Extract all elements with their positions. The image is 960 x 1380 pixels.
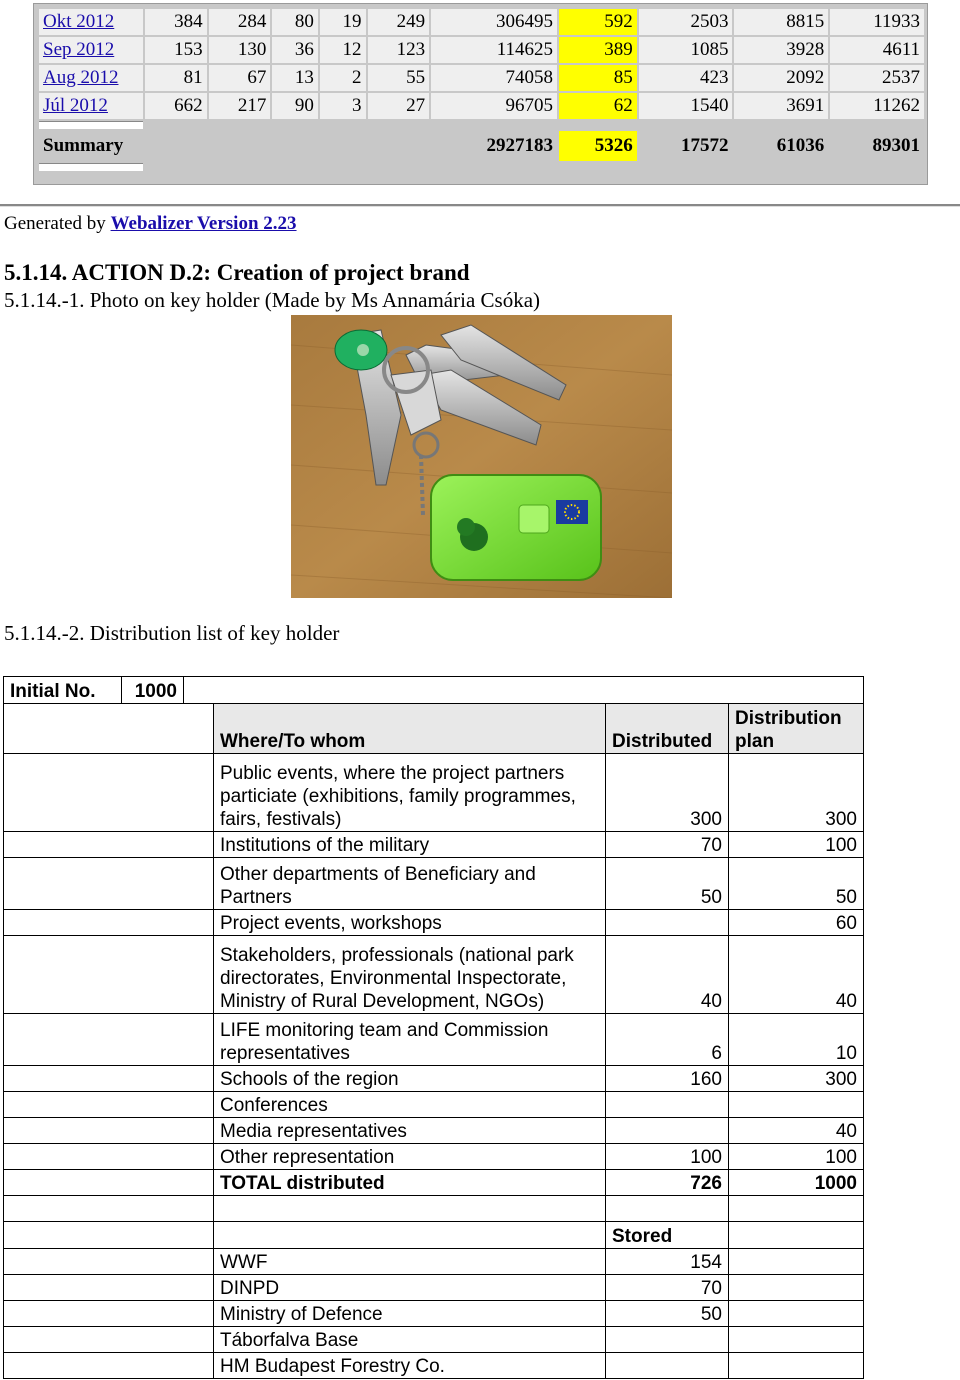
webalizer-cell: 1085	[639, 37, 733, 63]
webalizer-cell: 13	[272, 65, 318, 91]
summary-cell: 89301	[830, 131, 924, 161]
stored-value: 154	[606, 1249, 729, 1275]
webalizer-cell: 114625	[431, 37, 557, 63]
blank-cell	[729, 1222, 864, 1249]
distribution-caption: 5.1.14.-2. Distribution list of key holder	[4, 621, 340, 645]
row-plan: 60	[729, 910, 864, 936]
row-label: Institutions of the military	[214, 832, 606, 858]
webalizer-cell: 11262	[830, 93, 924, 119]
row-plan: 100	[729, 1144, 864, 1170]
blank-cell	[729, 1275, 864, 1301]
row-label: Media representatives	[214, 1118, 606, 1144]
month-link[interactable]: Sep 2012	[43, 39, 115, 60]
stored-value: 70	[606, 1275, 729, 1301]
webalizer-cell: 217	[209, 93, 271, 119]
header-where: Where/To whom	[214, 704, 606, 754]
webalizer-version-link[interactable]: Webalizer Version 2.23	[110, 213, 297, 234]
summary-label: Summary	[39, 131, 429, 161]
key-holder-photo	[291, 315, 672, 598]
distribution-row	[4, 1353, 864, 1379]
distribution-row	[4, 1144, 864, 1170]
webalizer-cell: 123	[368, 37, 430, 63]
webalizer-cell: 592	[559, 9, 637, 35]
distribution-row	[4, 1327, 864, 1353]
webalizer-cell: 19	[320, 9, 366, 35]
blank-cell	[729, 1196, 864, 1222]
photo-caption: 5.1.14.-1. Photo on key holder (Made by Ms Annamária Csóka)	[4, 288, 541, 312]
webalizer-cell: 2537	[830, 65, 924, 91]
distribution-row	[4, 1066, 864, 1092]
webalizer-cell: 8815	[734, 9, 828, 35]
action-heading: 5.1.14. ACTION D.2: Creation of project brand	[4, 260, 470, 285]
webalizer-cell: 130	[209, 37, 271, 63]
header-plan: Distribution plan	[729, 704, 864, 754]
row-label: Other representation	[214, 1144, 606, 1170]
row-label: Schools of the region	[214, 1066, 606, 1092]
row-distributed: 40	[606, 936, 729, 1014]
stored-header: Stored	[606, 1222, 729, 1249]
row-label: Stakeholders, professionals (national park directorates, Environmental Inspectorate, Ministry of Rural Development, NGOs)	[214, 936, 606, 1014]
stored-label: WWF	[214, 1249, 606, 1275]
webalizer-cell: 36	[272, 37, 318, 63]
blank-cell	[606, 1196, 729, 1222]
row-distributed	[606, 1092, 729, 1118]
webalizer-cell: 389	[559, 37, 637, 63]
webalizer-cell: 2503	[639, 9, 733, 35]
webalizer-row	[39, 9, 924, 35]
row-distributed	[606, 1118, 729, 1144]
stored-label: Ministry of Defence	[214, 1301, 606, 1327]
webalizer-table	[37, 7, 926, 173]
row-plan: 40	[729, 1118, 864, 1144]
row-distributed: 70	[606, 832, 729, 858]
total-label: TOTAL distributed	[214, 1170, 606, 1196]
webalizer-cell: 12	[320, 37, 366, 63]
row-plan: 10	[729, 1014, 864, 1066]
row-distributed: 50	[606, 858, 729, 910]
webalizer-cell: 81	[145, 65, 207, 91]
stored-value	[606, 1353, 729, 1379]
webalizer-cell: 2092	[734, 65, 828, 91]
row-distributed: 6	[606, 1014, 729, 1066]
webalizer-cell: 153	[145, 37, 207, 63]
webalizer-cell: 662	[145, 93, 207, 119]
stored-label: HM Budapest Forestry Co.	[214, 1353, 606, 1379]
webalizer-cell: 3	[320, 93, 366, 119]
distribution-row	[4, 1014, 864, 1066]
distribution-table	[3, 676, 864, 1379]
generated-by-line	[4, 213, 297, 235]
distribution-row	[4, 936, 864, 1014]
distribution-row	[4, 1301, 864, 1327]
distribution-row	[4, 832, 864, 858]
summary-cell: 17572	[639, 131, 733, 161]
distribution-row	[4, 1249, 864, 1275]
initial-number-value: 1000	[122, 677, 184, 704]
webalizer-cell: 11933	[830, 9, 924, 35]
webalizer-cell: 90	[272, 93, 318, 119]
row-plan: 300	[729, 754, 864, 832]
blank-cell	[729, 1353, 864, 1379]
distribution-row	[4, 910, 864, 936]
webalizer-cell: 96705	[431, 93, 557, 119]
stored-label: DINPD	[214, 1275, 606, 1301]
distribution-row	[4, 1275, 864, 1301]
summary-cell: 61036	[734, 131, 828, 161]
webalizer-row	[39, 37, 924, 63]
webalizer-cell: 284	[209, 9, 271, 35]
distribution-row	[4, 1222, 864, 1249]
webalizer-cell: 384	[145, 9, 207, 35]
row-distributed: 160	[606, 1066, 729, 1092]
summary-cell: 2927183	[431, 131, 557, 161]
blank-cell	[729, 1301, 864, 1327]
row-label: Other departments of Beneficiary and Partners	[214, 858, 606, 910]
distribution-row	[4, 754, 864, 832]
horizontal-rule	[0, 204, 960, 207]
distribution-row	[4, 858, 864, 910]
row-label: Project events, workshops	[214, 910, 606, 936]
blank-cell	[214, 1222, 606, 1249]
distribution-row	[4, 1196, 864, 1222]
webalizer-cell: 67	[209, 65, 271, 91]
row-distributed	[606, 910, 729, 936]
total-distributed: 726	[606, 1170, 729, 1196]
webalizer-cell: 85	[559, 65, 637, 91]
webalizer-cell: 1540	[639, 93, 733, 119]
generated-prefix: Generated by	[4, 213, 106, 234]
webalizer-row	[39, 93, 924, 119]
stored-label: Táborfalva Base	[214, 1327, 606, 1353]
webalizer-cell: 74058	[431, 65, 557, 91]
webalizer-cell: 2	[320, 65, 366, 91]
stored-value	[606, 1327, 729, 1353]
webalizer-cell: 249	[368, 9, 430, 35]
webalizer-cell: 423	[639, 65, 733, 91]
row-label: LIFE monitoring team and Commission representatives	[214, 1014, 606, 1066]
row-plan: 50	[729, 858, 864, 910]
webalizer-cell: 80	[272, 9, 318, 35]
stored-value: 50	[606, 1301, 729, 1327]
webalizer-cell: 27	[368, 93, 430, 119]
blank-cell	[729, 1249, 864, 1275]
webalizer-cell: 55	[368, 65, 430, 91]
total-plan: 1000	[729, 1170, 864, 1196]
month-link[interactable]: Aug 2012	[43, 67, 119, 88]
webalizer-cell: 3928	[734, 37, 828, 63]
row-plan: 40	[729, 936, 864, 1014]
webalizer-row	[39, 65, 924, 91]
webalizer-cell: 306495	[431, 9, 557, 35]
blank-cell	[729, 1327, 864, 1353]
webalizer-cell: 3691	[734, 93, 828, 119]
month-link[interactable]: Júl 2012	[43, 95, 108, 116]
webalizer-cell: 4611	[830, 37, 924, 63]
summary-cell: 5326	[559, 131, 637, 161]
initial-number-label: Initial No.	[4, 677, 122, 704]
summary-row	[39, 131, 924, 161]
month-link[interactable]: Okt 2012	[43, 11, 115, 32]
distribution-row	[4, 1092, 864, 1118]
row-label: Public events, where the project partners particiate (exhibitions, family programmes, fairs, festivals)	[214, 754, 606, 832]
webalizer-table-frame	[33, 3, 928, 185]
blank-cell	[214, 1196, 606, 1222]
webalizer-cell: 62	[559, 93, 637, 119]
row-label: Conferences	[214, 1092, 606, 1118]
row-plan: 300	[729, 1066, 864, 1092]
row-plan	[729, 1092, 864, 1118]
row-distributed: 100	[606, 1144, 729, 1170]
row-distributed: 300	[606, 754, 729, 832]
distribution-row	[4, 1170, 864, 1196]
row-plan: 100	[729, 832, 864, 858]
header-distributed: Distributed	[606, 704, 729, 754]
distribution-row	[4, 1118, 864, 1144]
